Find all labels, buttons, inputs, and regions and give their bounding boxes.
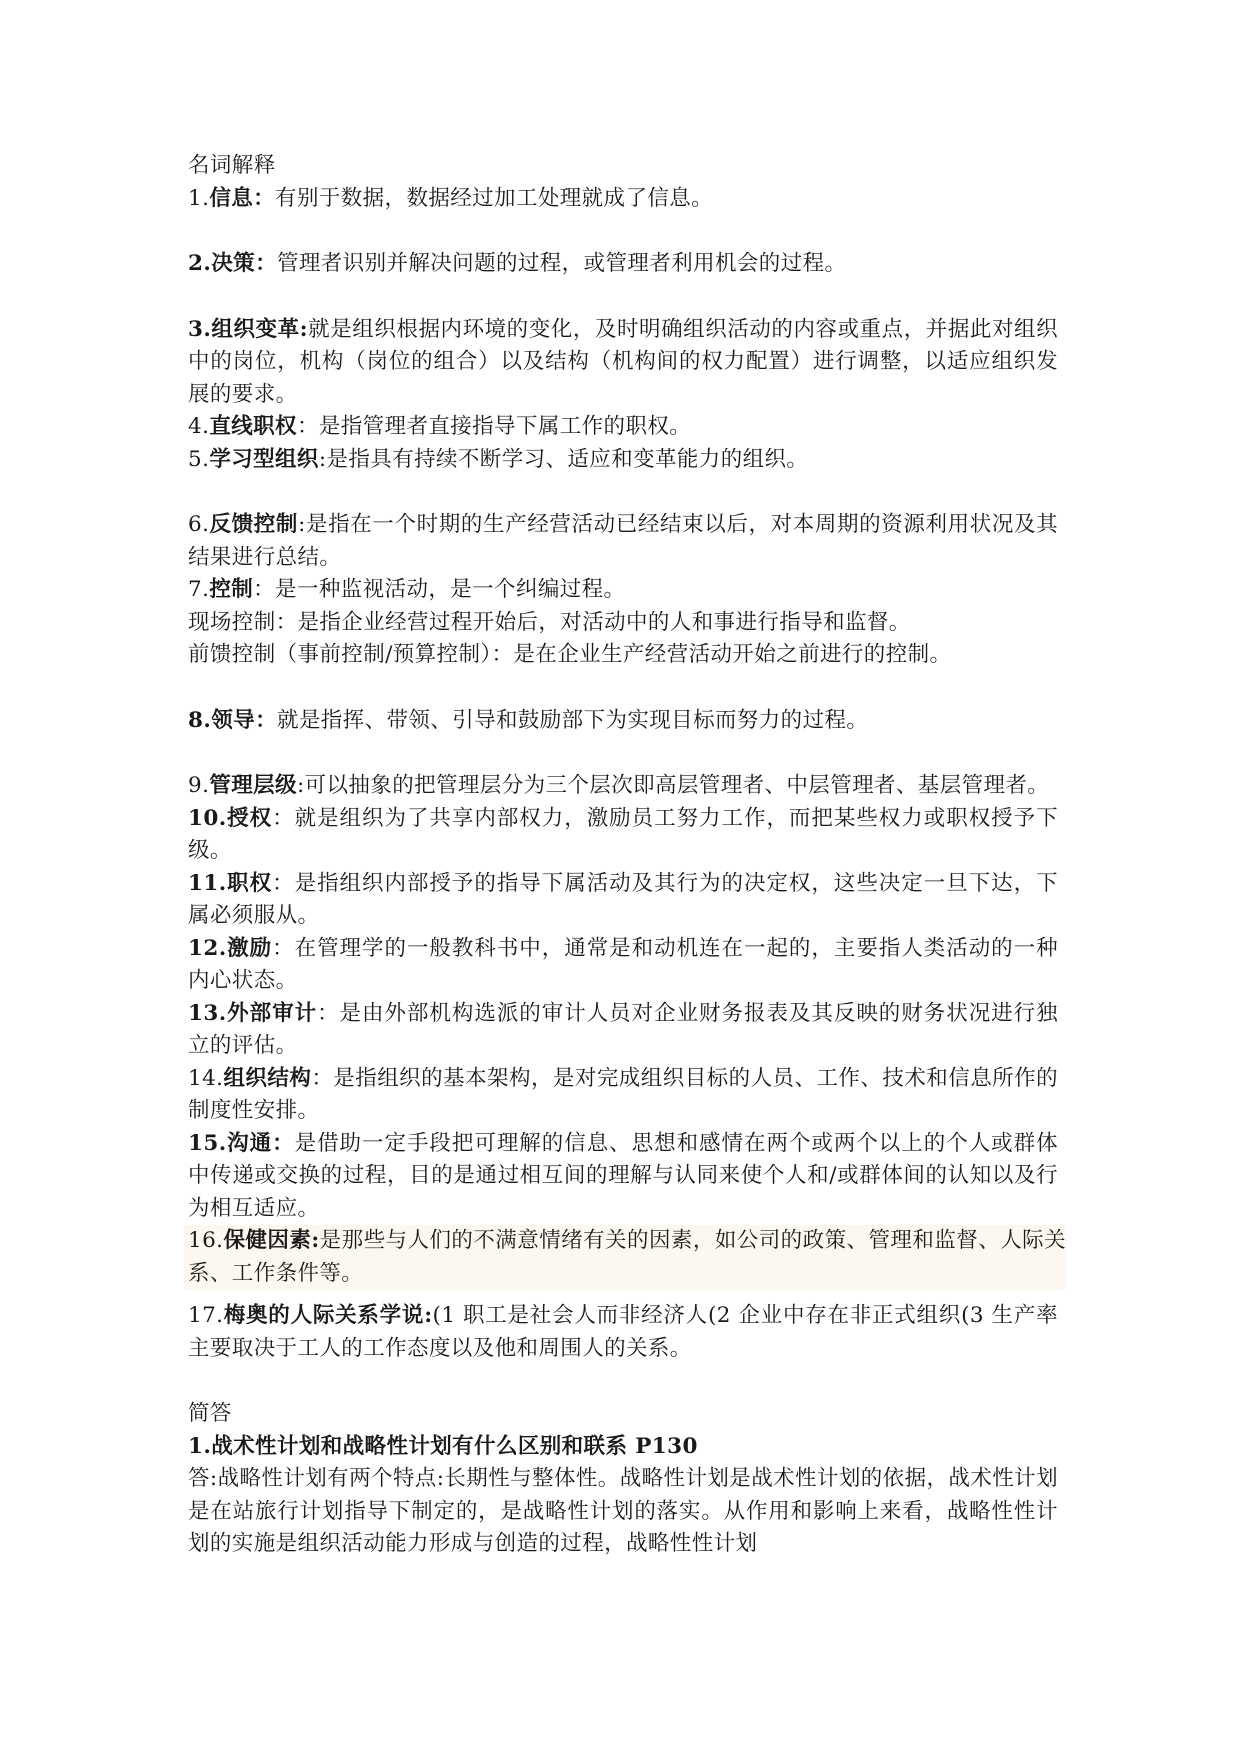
entry-term: 组织变革 (211, 316, 300, 342)
entry-definition: 管理者识别并解决问题的过程，或管理者利用机会的过程。 (276, 251, 847, 276)
entry-separator: : (296, 773, 305, 798)
feedforward-control: 前馈控制（事前控制/预算控制）：是在企业生产经营活动开始之前进行的控制。 (188, 642, 952, 667)
section-title-glossary: 名词解释 (188, 153, 276, 178)
entry-term: 学习型组织 (209, 446, 319, 472)
entry-term: 管理层级 (209, 773, 297, 798)
entry-number: 12. (188, 935, 227, 961)
entry-definition: (1 职工是社会人而非经济人(2 企业中存在非正式组织(3 生产率主要取决于工人的工作态度以及他和周围人的关系。 (188, 1303, 1058, 1361)
entry-17 (188, 1300, 1058, 1365)
entry-separator: : (424, 1303, 433, 1328)
answer-label: 答: (188, 1466, 218, 1491)
entry-separator: ： (272, 935, 295, 961)
entry-definition: 就是组织根据内环境的变化，及时明确组织活动的内容或重点，并据此对组织 中的岗位，机构（岗位的组合）以及结构（机构间的权力配置）进行调整，以适应组织发展的要求。 (188, 316, 1058, 407)
section-title-short-answer: 简答 (188, 1401, 232, 1426)
entry-definition: 是指在一个时期的生产经营活动已经结束以后，对本周期的资源利用状况及其结果进行总结。 (188, 512, 1058, 570)
entry-definition: 就是指挥、带领、引导和鼓励部下为实现目标而努力的过程。 (276, 707, 869, 733)
entry-definition: 是指组织的基本架构，是对完成组织目标的人员、工作、技术和信息所作的制度性安排。 (188, 1065, 1058, 1123)
entry-definition: 有别于数据，数据经过加工处理就成了信息。 (275, 185, 714, 211)
entry-6 (188, 509, 1058, 574)
entry-term: 直线职权 (209, 414, 297, 439)
entry-8 (188, 705, 1058, 738)
question-answer (188, 1463, 1058, 1561)
entry-definition: 是那些与人们的不满意情绪有关的因素，如公司的政策、管理和监督、人际关系、工作条件等。 (188, 1228, 1066, 1286)
entry-2 (188, 248, 1058, 281)
entry-separator: ： (255, 707, 277, 733)
entry-separator: : (311, 1228, 320, 1253)
entry-separator: ： (317, 1000, 340, 1026)
entry-separator: ： (272, 870, 295, 896)
answer-text: 战略性计划有两个特点:长期性与整体性。战略性计划是战术性计划的依据，战术性计划是在站旅行计划指导下制定的，是战略性计划的落实。从作用和影响上来看，战略性性计划的实施是组织活动能力形成与创造的过程，战略性性计划 (188, 1466, 1058, 1556)
entry-separator: ： (255, 251, 277, 276)
entry-term: 保健因素 (223, 1228, 312, 1253)
entry-term: 激励 (226, 935, 273, 961)
entry-definition: 是一种监视活动，是一个纠编过程。 (275, 577, 626, 602)
entry-definition: 是指管理者直接指导下属工作的职权。 (318, 414, 692, 439)
entry-number: 13. (188, 1000, 227, 1026)
entry-separator: ： (311, 1065, 334, 1091)
entry-12 (188, 933, 1058, 998)
entry-term: 职权 (226, 870, 273, 896)
entry-number: 1. (188, 185, 210, 211)
entry-number: 9. (188, 773, 210, 798)
entry-4 (188, 411, 1058, 444)
entry-term: 控制 (209, 577, 254, 602)
entry-definition: 是由外部机构选派的审计人员对企业财务报表及其反映的财务状况进行独立的评估。 (188, 1000, 1058, 1058)
entry-separator: : (318, 446, 327, 472)
entry-term: 梅奥的人际关系学说 (223, 1303, 425, 1328)
entry-definition: 在管理学的一般教科书中，通常是和动机连在一起的，主要指人类活动的一种内心状态。 (188, 935, 1058, 993)
entry-definition: 是借助一定手段把可理解的信息、思想和感情在两个或两个以上的个人或群体中传递或交换的过程，目的是通过相互间的理解与认同来使个人和/或群体间的认知以及行为相互适应。 (188, 1130, 1058, 1221)
entry-number: 3. (188, 316, 212, 342)
entry-term: 组织结构 (223, 1065, 312, 1091)
entry-definition: 就是组织为了共享内部权力，激励员工努力工作，而把某些权力或职权授予下级。 (188, 805, 1058, 863)
entry-number: 2. (188, 251, 212, 276)
entry-16 (184, 1225, 1066, 1290)
entry-term: 决策 (211, 251, 256, 276)
entry-number: 11. (188, 870, 227, 896)
entry-definition: 是指组织内部授予的指导下属活动及其行为的决定权，这些决定一旦下达，下属必须服从。 (188, 870, 1058, 928)
entry-term: 信息 (209, 185, 254, 211)
question-title: 1.战术性计划和战略性计划有什么区别和联系 P130 (188, 1433, 698, 1459)
entry-term: 反馈控制 (209, 512, 299, 537)
entry-number: 8. (188, 707, 212, 733)
entry-separator: ： (272, 1130, 295, 1156)
entry-separator: ： (272, 805, 295, 831)
entry-number: 10. (188, 805, 227, 831)
entry-number: 7. (188, 577, 210, 602)
document-page (188, 150, 1066, 1561)
entry-definition: 可以抽象的把管理层分为三个层次即高层管理者、中层管理者、基层管理者。 (304, 773, 1050, 798)
entry-5 (188, 444, 1058, 477)
entry-9 (188, 770, 1058, 803)
entry-number: 14. (188, 1065, 224, 1091)
entry-term: 领导 (211, 707, 256, 733)
entry-number: 5. (188, 446, 210, 472)
entry-term: 授权 (226, 805, 273, 831)
entry-separator: ： (253, 577, 276, 602)
entry-11 (188, 868, 1058, 933)
entry-definition: 是指具有持续不断学习、适应和变革能力的组织。 (326, 446, 809, 472)
on-site-control: 现场控制：是指企业经营过程开始后，对活动中的人和事进行指导和监督。 (188, 609, 911, 635)
entry-separator: ： (253, 185, 276, 211)
entry-separator: : (299, 316, 308, 342)
entry-term: 外部审计 (226, 1000, 318, 1026)
entry-13 (188, 998, 1058, 1063)
entry-14 (188, 1063, 1058, 1128)
entry-number: 16. (188, 1228, 224, 1253)
entry-10 (188, 803, 1058, 868)
entry-separator: : (298, 512, 306, 537)
entry-1 (188, 183, 1058, 216)
entry-7 (188, 574, 1058, 607)
entry-3 (188, 314, 1058, 412)
entry-number: 15. (188, 1130, 227, 1156)
entry-separator: ： (296, 414, 319, 439)
entry-15 (188, 1128, 1058, 1226)
entry-number: 6. (188, 512, 210, 537)
entry-term: 沟通 (226, 1130, 273, 1156)
entry-number: 17. (188, 1303, 224, 1328)
entry-number: 4. (188, 414, 210, 439)
